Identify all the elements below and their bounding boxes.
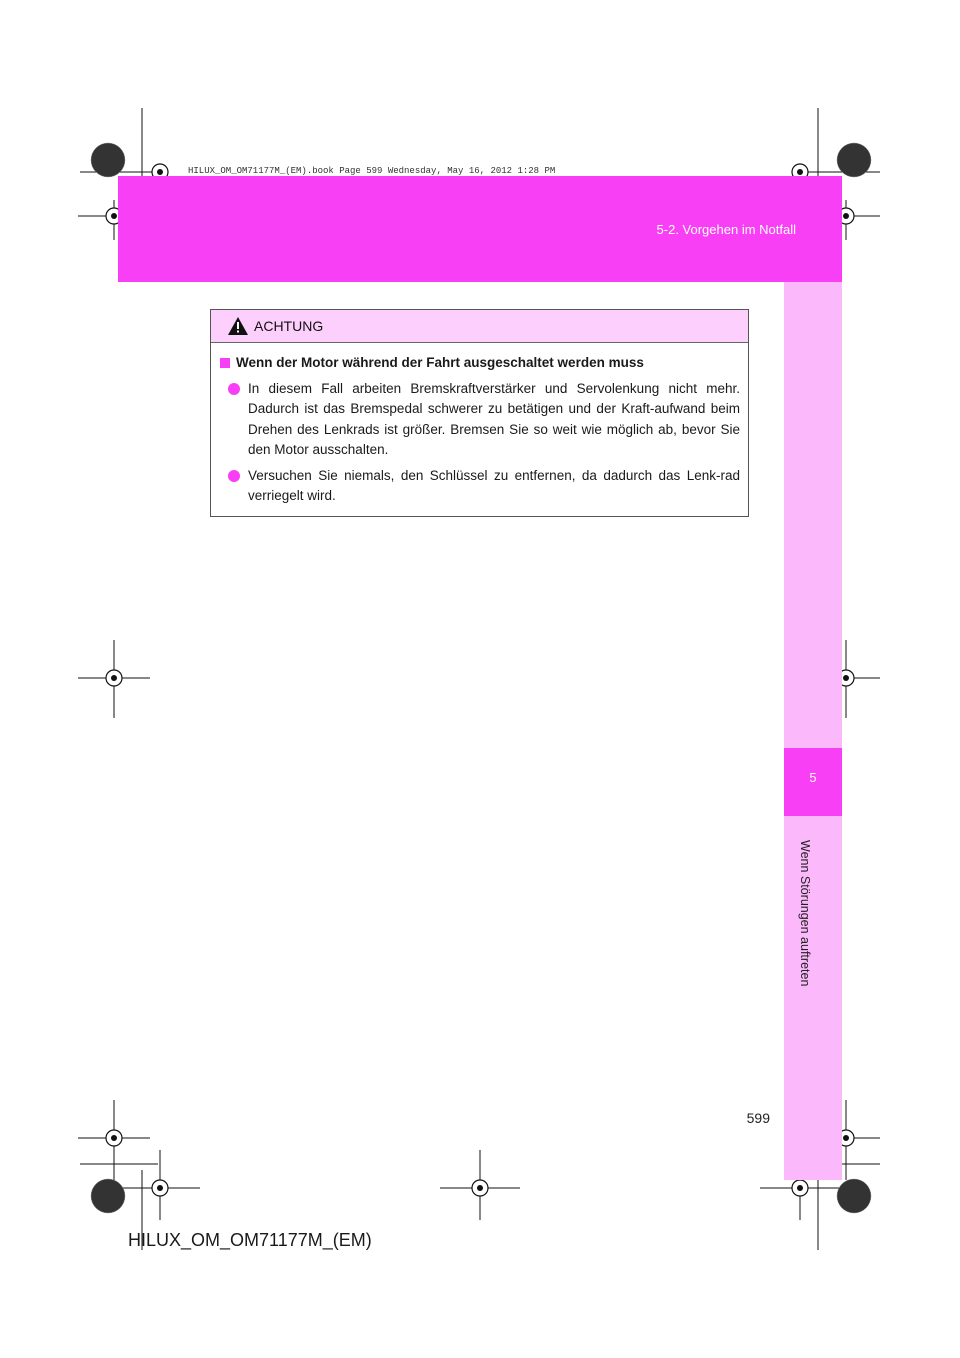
book-info-line: HILUX_OM_OM71177M_(EM).book Page 599 Wednesday, May 16, 2012 1:28 PM [185, 166, 558, 176]
chapter-number: 5 [809, 770, 817, 785]
section-title: 5-2. Vorgehen im Notfall [656, 222, 796, 237]
warning-subheading-text: Wenn der Motor während der Fahrt ausgeschaltet werden muss [236, 355, 644, 370]
square-bullet-icon [220, 358, 230, 368]
warning-triangle-icon [228, 317, 248, 335]
warning-header [211, 310, 748, 343]
round-bullet-icon [228, 383, 240, 395]
chapter-side-tab [784, 282, 842, 1180]
warning-bullet [220, 379, 740, 461]
warning-subheading [220, 353, 740, 374]
warning-body [211, 343, 748, 507]
round-bullet-icon [228, 470, 240, 482]
warning-bullet-text: Versuchen Sie niemals, den Schlüssel zu entfernen, da dadurch das Lenk-rad verriegelt wird. [248, 467, 740, 503]
warning-title: ACHTUNG [254, 318, 324, 334]
document-code: HILUX_OM_OM71177M_(EM) [128, 1230, 372, 1250]
warning-bullet-text: In diesem Fall arbeiten Bremskraftverstärker und Servolenkung nicht mehr. Dadurch ist das Bremspedal schwerer zu betätigen und der Kraft-aufwand beim Drehen des Lenkrads ist größer. Bremsen Sie so weit wie möglich ab, bevor Sie den Motor ausschalten. [248, 380, 740, 457]
chapter-label: Wenn Störungen auftreten [798, 840, 812, 987]
warning-box [210, 309, 749, 517]
warning-bullet [220, 466, 740, 507]
page-number: 599 [746, 1110, 770, 1126]
